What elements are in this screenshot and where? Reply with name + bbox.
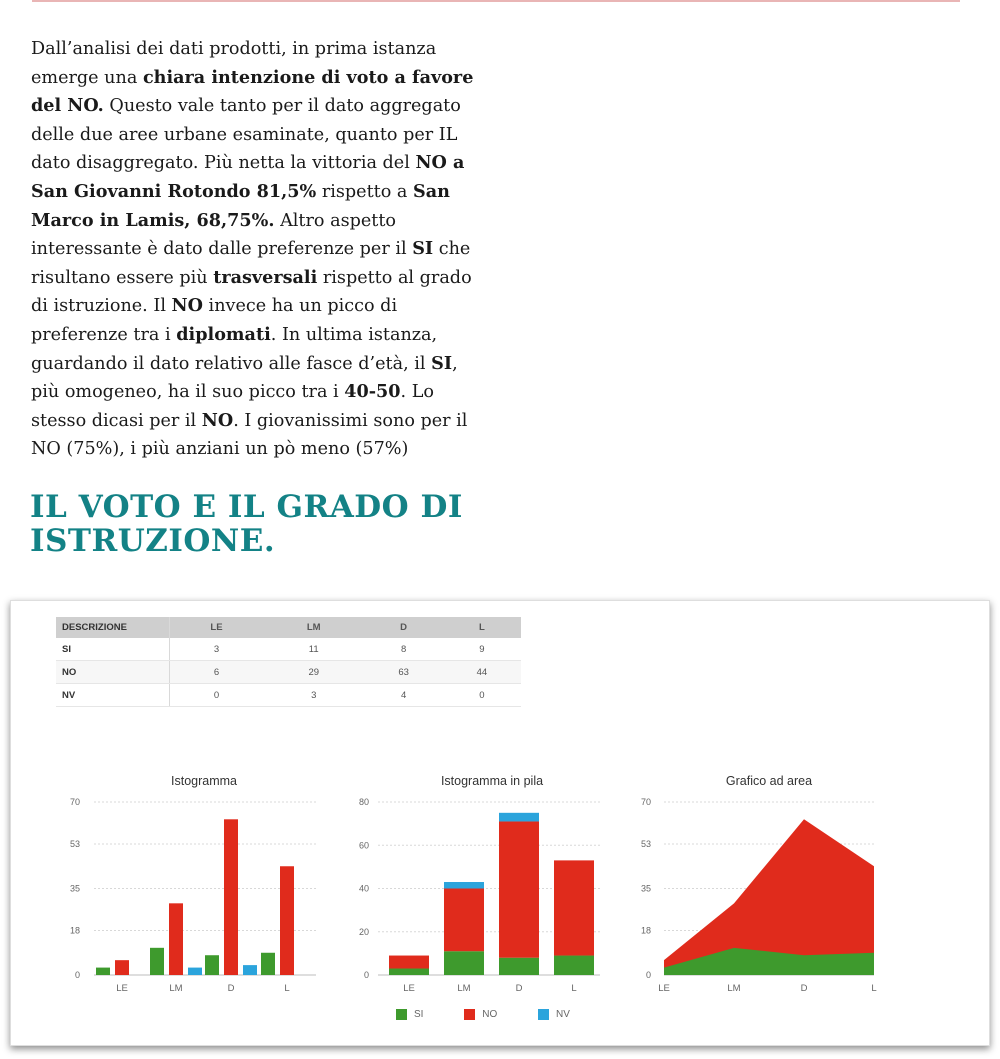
table-cell: SI <box>56 638 170 661</box>
stacked-bar-no <box>554 860 594 955</box>
chart-legend <box>396 1009 608 1020</box>
y-tick-label: 35 <box>640 883 651 894</box>
intro-bold: diplomati <box>176 323 271 345</box>
y-tick-label: 0 <box>74 970 80 980</box>
x-tick-label: LM <box>727 983 741 994</box>
table-cell: 0 <box>170 684 264 707</box>
heading-line-2: ISTRUZIONE. <box>30 523 276 559</box>
y-tick-label: 18 <box>640 925 651 936</box>
table-cell: 29 <box>263 661 364 684</box>
intro-text: rispetto a <box>316 181 413 202</box>
stacked-bar-si <box>499 958 539 975</box>
stacked-bar-no <box>499 821 539 957</box>
y-tick-label: 0 <box>645 970 651 980</box>
intro-bold: NO <box>201 409 234 431</box>
intro-text: . I giovanissimi sono per il NO (75%), i più anziani un pò meno (57%) <box>31 410 468 460</box>
intro-bold: SI <box>412 238 434 260</box>
x-tick-label: D <box>515 983 523 994</box>
intro-bold: chiara intenzione di voto a favore del NO. <box>31 66 474 117</box>
y-tick-label: 20 <box>358 926 369 937</box>
legend-item-nv <box>538 1009 570 1020</box>
table-cell: 3 <box>263 684 364 707</box>
bar-si <box>261 953 275 975</box>
stacked-bar-no <box>389 956 429 969</box>
intro-bold: trasversali <box>213 266 318 288</box>
table-cell: NO <box>56 661 170 684</box>
y-tick-label: 70 <box>640 797 651 807</box>
y-tick-label: 53 <box>69 839 80 850</box>
legend-label: SI <box>414 1009 424 1021</box>
intro-bold: SI <box>431 352 453 374</box>
table-header-cell: DESCRIZIONE <box>56 617 170 638</box>
x-tick-label: LE <box>658 983 670 994</box>
table-header-cell: D <box>364 617 442 638</box>
bar-si <box>205 955 219 975</box>
stacked-bar-si <box>554 956 594 975</box>
stacked-bar-no <box>444 889 484 952</box>
intro-text: . In ultima istanza, guardando il dato relativo alle fasce d’età, il <box>31 324 438 374</box>
intro-text: che risultano essere più <box>31 239 471 288</box>
table-header-cell: LM <box>263 617 364 638</box>
x-tick-label: D <box>227 983 235 994</box>
intro-bold: NO a San Giovanni Rotondo 81,5% <box>31 152 465 202</box>
bar-no <box>280 866 294 975</box>
table-header-cell: LE <box>170 617 264 638</box>
bar-no <box>169 903 183 975</box>
bar-nv <box>243 965 257 975</box>
intro-bold: San Marco in Lamis, 68,75%. <box>31 180 450 231</box>
y-tick-label: 53 <box>640 839 651 850</box>
bar-si <box>96 968 110 975</box>
y-tick-label: 60 <box>358 840 369 851</box>
stacked-bar-si <box>389 969 429 975</box>
bar-no <box>115 960 129 975</box>
legend-label: NV <box>556 1009 570 1021</box>
legend-swatch-si <box>396 1009 407 1020</box>
table-cell: 4 <box>364 684 442 707</box>
bar-si <box>150 948 164 975</box>
table-cell: 11 <box>263 638 364 661</box>
legend-label: NO <box>482 1009 498 1021</box>
x-tick-label: L <box>284 983 290 994</box>
legend-item-no <box>464 1009 497 1020</box>
legend-swatch-no <box>464 1009 475 1020</box>
x-tick-label: L <box>871 983 877 994</box>
table-cell: NV <box>56 684 170 707</box>
intro-text: , più omogeneo, ha il suo picco tra i <box>31 353 458 403</box>
table-cell: 6 <box>170 661 264 684</box>
intro-text: rispetto al grado di istruzione. Il <box>31 267 472 317</box>
stacked-bar-si <box>444 951 484 975</box>
stacked-bar-nv <box>444 882 484 888</box>
intro-text: . Lo stesso dicasi per il <box>31 382 434 431</box>
y-tick-label: 18 <box>69 925 80 936</box>
table-header-cell: L <box>443 617 521 638</box>
y-tick-label: 35 <box>69 883 80 894</box>
chart-title: Grafico ad area <box>725 774 813 788</box>
x-tick-label: LE <box>403 983 415 994</box>
x-tick-label: LM <box>457 983 471 994</box>
table-cell: 44 <box>443 661 521 684</box>
stacked-bar-nv <box>499 813 539 822</box>
table-cell: 9 <box>443 638 521 661</box>
intro-text: invece ha un picco di preferenze tra i <box>31 296 398 345</box>
y-tick-label: 80 <box>358 797 369 807</box>
y-tick-label: 40 <box>358 883 369 894</box>
intro-bold: 40-50 <box>344 381 401 403</box>
legend-item-si <box>396 1009 423 1020</box>
intro-text: Dall’analisi dei dati prodotti, in prima istanza emerge una <box>31 39 437 88</box>
x-tick-label: LM <box>169 983 183 994</box>
chart-title: Istogramma <box>171 774 237 788</box>
x-tick-label: L <box>571 983 577 994</box>
x-tick-label: LE <box>116 983 128 994</box>
intro-text: Altro aspetto interessante è dato dalle preferenze per il <box>31 210 413 260</box>
table-cell: 63 <box>364 661 442 684</box>
intro-bold: NO <box>171 295 203 317</box>
heading-line-1: IL VOTO E IL GRADO DI <box>30 489 463 525</box>
table-cell: 3 <box>170 638 264 661</box>
table-cell: 0 <box>443 684 521 707</box>
y-tick-label: 70 <box>69 797 80 807</box>
intro-text: Questo vale tanto per il dato aggregato delle due aree urbane esaminate, quanto per IL dato disaggregato. Più netta la vittoria del <box>31 96 461 174</box>
bar-no <box>224 819 238 975</box>
bar-nv <box>188 968 202 975</box>
y-tick-label: 0 <box>363 970 369 980</box>
legend-swatch-nv <box>538 1009 549 1020</box>
x-tick-label: D <box>800 983 808 994</box>
chart-title: Istogramma in pila <box>440 774 544 788</box>
table-cell: 8 <box>364 638 442 661</box>
